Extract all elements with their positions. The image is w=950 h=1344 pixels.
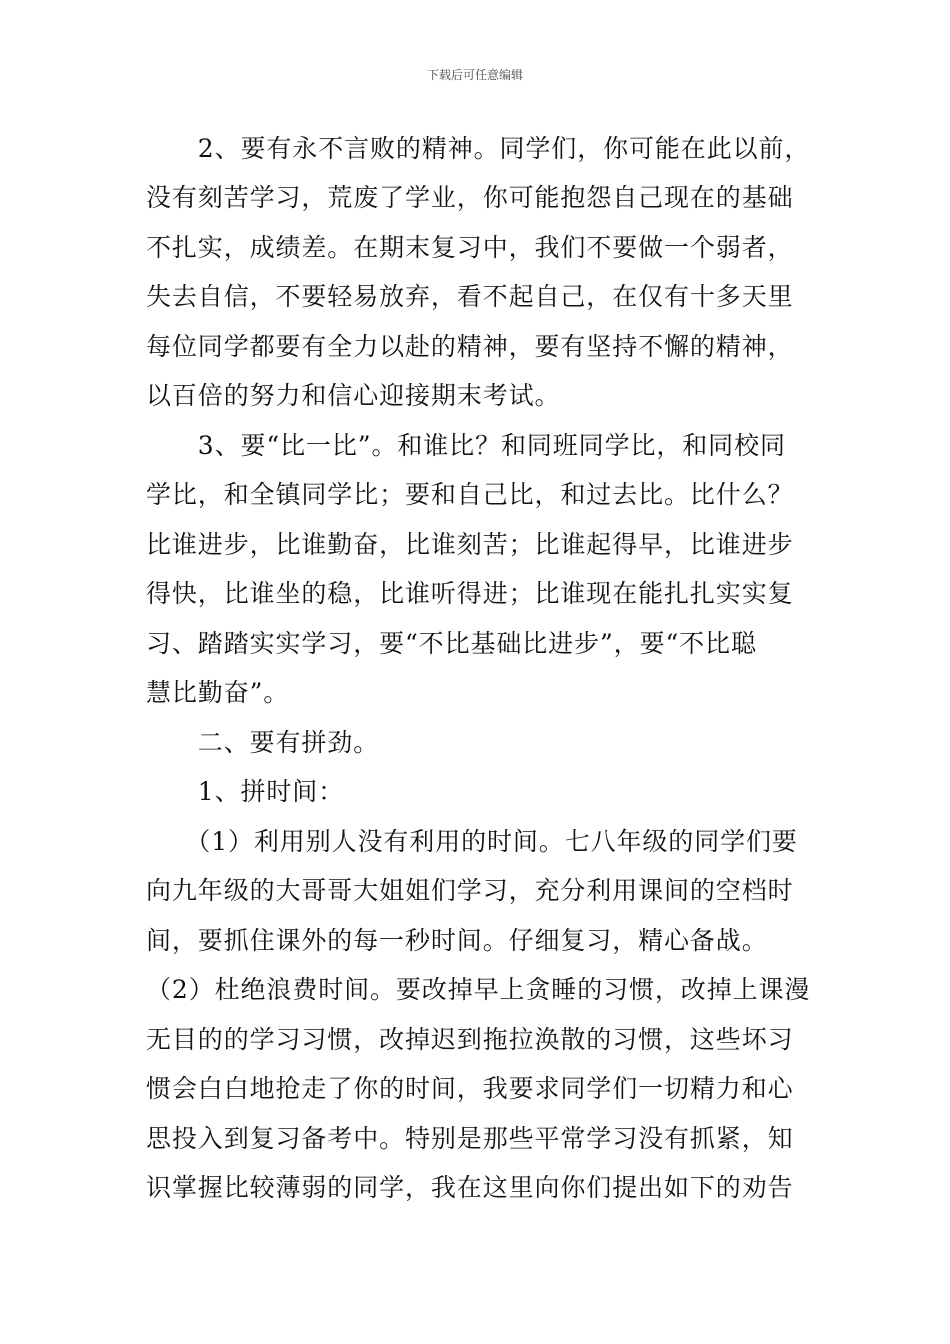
body-line: 间，要抓住课外的每一秒时间。仔细复习，精心备战。 <box>146 926 768 955</box>
body-line: 慧比勤奋”。 <box>146 678 290 707</box>
body-line: 向九年级的大哥哥大姐姐们学习，充分利用课间的空档时 <box>146 876 794 905</box>
body-line: 思投入到复习备考中。特别是那些平常学习没有抓紧，知 <box>146 1124 794 1153</box>
body-line: 二、要有拼劲。 <box>146 728 380 757</box>
body-line: （1）利用别人没有利用的时间。七八年级的同学们要 <box>146 827 798 856</box>
body-line: 学比，和全镇同学比；要和自己比，和过去比。比什么？ <box>146 480 794 509</box>
body-line: （2）杜绝浪费时间。要改掉早上贪睡的习惯，改掉上课漫 <box>146 975 811 1004</box>
body-line: 1、拼时间： <box>146 777 345 806</box>
body-line: 失去自信，不要轻易放弃，看不起自己，在仅有十多天里 <box>146 282 794 311</box>
body-line: 2、要有永不言败的精神。同学们，你可能在此以前， <box>146 134 811 163</box>
body-line: 无目的的学习习惯，改掉迟到拖拉涣散的习惯，这些坏习 <box>146 1025 794 1054</box>
page-header: 下载后可任意编辑 <box>426 68 523 82</box>
body-line: 没有刻苦学习，荒废了学业，你可能抱怨自己现在的基础 <box>146 183 794 212</box>
body-line: 惯会白白地抢走了你的时间，我要求同学们一切精力和心 <box>146 1074 794 1103</box>
body-line: 不扎实，成绩差。在期末复习中，我们不要做一个弱者， <box>146 233 794 262</box>
body-line: 比谁进步，比谁勤奋，比谁刻苦；比谁起得早，比谁进步 <box>146 530 794 559</box>
body-line: 每位同学都要有全力以赴的精神，要有坚持不懈的精神， <box>146 332 794 361</box>
body-line: 3、要“比一比”。和谁比？和同班同学比，和同校同 <box>146 431 786 460</box>
body-line: 得快，比谁坐的稳，比谁听得进；比谁现在能扎扎实实复 <box>146 579 794 608</box>
body-line: 习、踏踏实实学习，要“不比基础比进步”，要“不比聪 <box>146 629 757 658</box>
body-line: 识掌握比较薄弱的同学，我在这里向你们提出如下的劝告 <box>146 1173 794 1202</box>
body-line: 以百倍的努力和信心迎接期末考试。 <box>146 381 561 410</box>
